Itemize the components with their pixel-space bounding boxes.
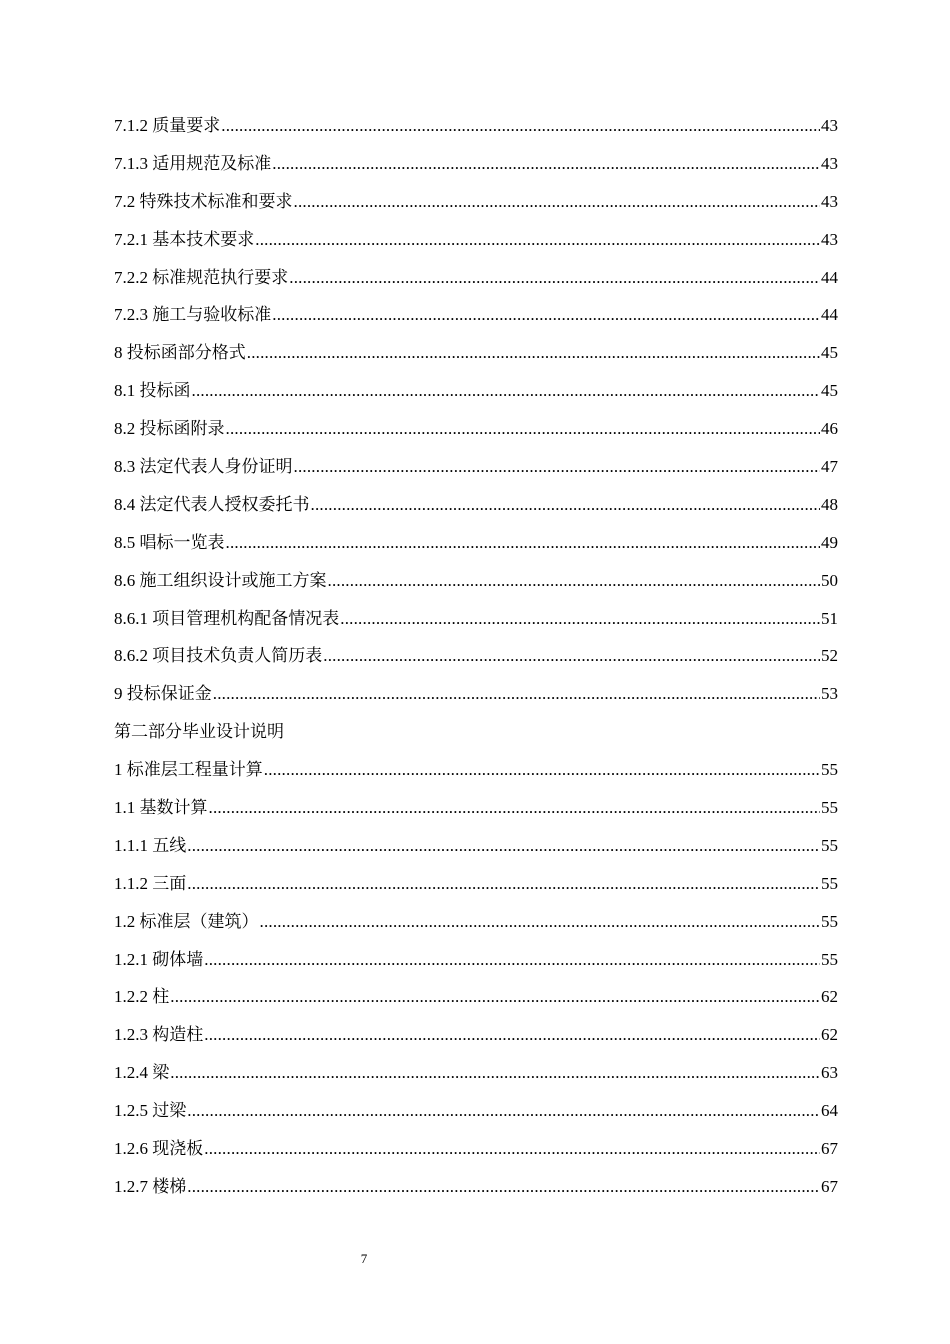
toc-leader-dots xyxy=(226,524,821,562)
toc-entry-title: 1.2.7 楼梯 xyxy=(114,1176,187,1196)
toc-leader-dots xyxy=(247,334,820,372)
toc-entry-title: 8.6 施工组织设计或施工方案 xyxy=(114,570,327,590)
toc-entry[interactable] xyxy=(114,1092,838,1130)
toc-entry-page: 55 xyxy=(821,911,838,931)
toc-entry[interactable] xyxy=(114,1054,838,1092)
toc-leader-dots xyxy=(187,1168,820,1206)
toc-entry-page: 63 xyxy=(821,1063,838,1083)
toc-entry-page: 48 xyxy=(821,494,838,514)
toc-entry-page: 55 xyxy=(821,949,838,969)
toc-entry[interactable] xyxy=(114,637,838,675)
toc-entry-title: 1.2.6 现浇板 xyxy=(114,1139,204,1159)
toc-entry[interactable] xyxy=(114,183,838,221)
toc-entry-title: 1.2.2 柱 xyxy=(114,987,170,1007)
table-of-contents xyxy=(114,107,838,1206)
toc-entry-title: 1.1.1 五线 xyxy=(114,835,187,855)
toc-entry-title: 第二部分毕业设计说明 xyxy=(114,722,284,742)
toc-leader-dots xyxy=(272,296,820,334)
toc-entry[interactable] xyxy=(114,259,838,297)
toc-entry[interactable] xyxy=(114,751,838,789)
toc-entry-page: 55 xyxy=(821,835,838,855)
toc-entry-page: 53 xyxy=(821,684,838,704)
toc-leader-dots xyxy=(289,259,820,297)
toc-entry-title: 7.1.3 适用规范及标准 xyxy=(114,153,272,173)
toc-entry[interactable] xyxy=(114,1168,838,1206)
toc-entry-title: 8.2 投标函附录 xyxy=(114,419,225,439)
toc-entry-page: 43 xyxy=(821,229,838,249)
toc-entry[interactable] xyxy=(114,562,838,600)
toc-entry[interactable] xyxy=(114,1130,838,1168)
toc-entry-title: 1.2 标准层（建筑） xyxy=(114,911,259,931)
toc-entry-page: 67 xyxy=(821,1139,838,1159)
toc-entry-title: 8.1 投标函 xyxy=(114,381,191,401)
toc-entry-title: 1.1 基数计算 xyxy=(114,798,208,818)
toc-entry-page: 55 xyxy=(821,760,838,780)
toc-leader-dots xyxy=(226,410,821,448)
toc-entry-title: 7.2.3 施工与验收标准 xyxy=(114,305,272,325)
toc-entry-title: 9 投标保证金 xyxy=(114,684,212,704)
toc-leader-dots xyxy=(264,751,820,789)
toc-leader-dots xyxy=(311,486,821,524)
toc-leader-dots xyxy=(294,448,821,486)
toc-entry-title: 7.2.1 基本技术要求 xyxy=(114,229,255,249)
toc-entry[interactable] xyxy=(114,145,838,183)
toc-entry-page: 47 xyxy=(821,457,838,477)
toc-entry[interactable] xyxy=(114,372,838,410)
toc-leader-dots xyxy=(272,145,820,183)
page-number: 7 xyxy=(360,1251,368,1266)
toc-leader-dots xyxy=(328,562,821,600)
toc-entry-page: 51 xyxy=(821,608,838,628)
toc-entry-page: 46 xyxy=(821,419,838,439)
toc-entry[interactable] xyxy=(114,713,838,751)
toc-leader-dots xyxy=(209,789,821,827)
toc-entry-title: 1.2.5 过梁 xyxy=(114,1101,187,1121)
toc-leader-dots xyxy=(204,1016,820,1054)
toc-entry[interactable] xyxy=(114,1016,838,1054)
toc-entry-title: 7.2.2 标准规范执行要求 xyxy=(114,267,289,287)
toc-entry-title: 1.2.1 砌体墙 xyxy=(114,949,204,969)
toc-leader-dots xyxy=(204,1130,820,1168)
toc-entry[interactable] xyxy=(114,221,838,259)
toc-entry[interactable] xyxy=(114,334,838,372)
toc-leader-dots xyxy=(260,903,821,941)
toc-leader-dots xyxy=(213,675,820,713)
toc-entry-page: 67 xyxy=(821,1176,838,1196)
toc-entry-page: 49 xyxy=(821,532,838,552)
toc-entry-page: 44 xyxy=(821,305,838,325)
toc-entry-page: 43 xyxy=(821,153,838,173)
toc-leader-dots xyxy=(187,827,820,865)
toc-entry-page: 62 xyxy=(821,1025,838,1045)
toc-entry-title: 7.1.2 质量要求 xyxy=(114,116,221,135)
toc-entry-page: 45 xyxy=(821,381,838,401)
toc-leader-dots xyxy=(323,637,820,675)
toc-entry-page: 55 xyxy=(821,798,838,818)
toc-entry[interactable] xyxy=(114,486,838,524)
toc-leader-dots xyxy=(187,1092,820,1130)
toc-entry[interactable] xyxy=(114,448,838,486)
toc-entry-title: 1.2.4 梁 xyxy=(114,1063,170,1083)
toc-entry-page: 62 xyxy=(821,987,838,1007)
toc-leader-dots xyxy=(187,865,820,903)
toc-entry-page: 64 xyxy=(821,1101,838,1121)
toc-leader-dots xyxy=(192,372,821,410)
toc-entry-title: 8.6.2 项目技术负责人简历表 xyxy=(114,646,323,666)
toc-entry[interactable] xyxy=(114,865,838,903)
toc-entry-title: 1.2.3 构造柱 xyxy=(114,1025,204,1045)
toc-entry[interactable] xyxy=(114,410,838,448)
toc-leader-dots xyxy=(221,107,820,145)
toc-entry[interactable] xyxy=(114,524,838,562)
toc-entry-page: 45 xyxy=(821,343,838,363)
toc-entry-page: 55 xyxy=(821,873,838,893)
toc-entry-title: 8.6.1 项目管理机构配备情况表 xyxy=(114,608,340,628)
toc-leader-dots xyxy=(294,183,821,221)
toc-entry-page: 43 xyxy=(821,116,838,135)
toc-entry[interactable] xyxy=(114,903,838,941)
toc-entry[interactable] xyxy=(114,296,838,334)
toc-entry-title: 8.4 法定代表人授权委托书 xyxy=(114,494,310,514)
toc-entry[interactable] xyxy=(114,107,838,145)
toc-entry-title: 8.5 唱标一览表 xyxy=(114,532,225,552)
toc-entry[interactable] xyxy=(114,941,838,979)
toc-entry[interactable] xyxy=(114,600,838,638)
toc-entry-title: 1 标准层工程量计算 xyxy=(114,760,263,780)
toc-leader-dots xyxy=(170,978,820,1016)
toc-entry-title: 8.3 法定代表人身份证明 xyxy=(114,457,293,477)
toc-entry-title: 8 投标函部分格式 xyxy=(114,343,246,363)
toc-entry-page: 52 xyxy=(821,646,838,666)
toc-entry-title: 7.2 特殊技术标准和要求 xyxy=(114,191,293,211)
toc-entry[interactable] xyxy=(114,675,838,713)
toc-leader-dots xyxy=(255,221,820,259)
toc-entry[interactable] xyxy=(114,789,838,827)
toc-leader-dots xyxy=(204,941,820,979)
toc-entry[interactable] xyxy=(114,827,838,865)
toc-leader-dots xyxy=(340,600,820,638)
toc-leader-dots xyxy=(170,1054,820,1092)
toc-entry-page: 44 xyxy=(821,267,838,287)
toc-entry-title: 1.1.2 三面 xyxy=(114,873,187,893)
toc-entry[interactable] xyxy=(114,978,838,1016)
toc-entry-page: 50 xyxy=(821,570,838,590)
toc-entry-page: 43 xyxy=(821,191,838,211)
